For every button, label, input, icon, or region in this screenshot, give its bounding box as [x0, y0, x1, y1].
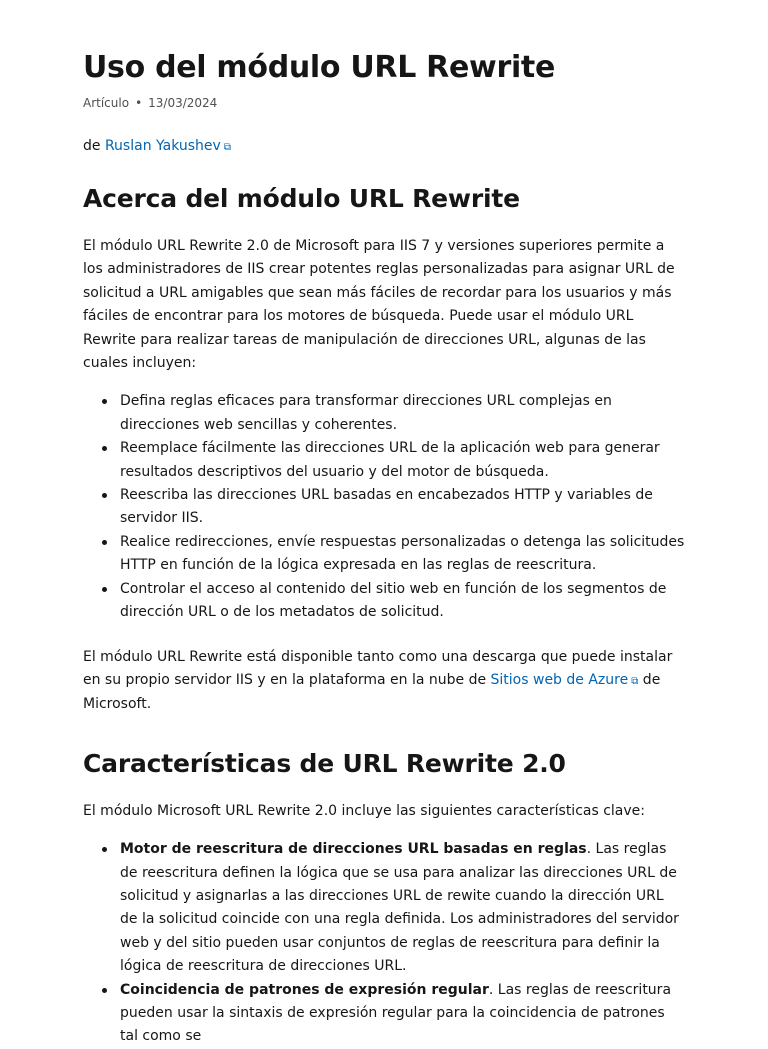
- features-intro: El módulo Microsoft URL Rewrite 2.0 incluye las siguientes características clave:: [83, 802, 645, 819]
- list-item: Controlar el acceso al contenido del sitio web en función de los segmentos de dirección URL o de los metadatos de solicitud.: [120, 578, 685, 625]
- feature-title: Motor de reescritura de direcciones URL basadas en reglas: [120, 841, 587, 858]
- article-date: 13/03/2024: [148, 96, 218, 110]
- list-item: [120, 979, 685, 1049]
- availability-text: El módulo URL Rewrite está disponible tanto como una descarga que puede instalar en su propio servidor IIS y en la plataforma en la nube de: [83, 648, 673, 688]
- byline: [83, 134, 685, 160]
- article-type: Artículo: [83, 96, 130, 110]
- azure-link[interactable]: [491, 672, 639, 688]
- list-item: Reescriba las direcciones URL basadas en encabezados HTTP y variables de servidor IIS.: [120, 484, 685, 531]
- list-item: Defina reglas eficaces para transformar direcciones URL complejas en direcciones web sencillas y coherentes.: [120, 390, 685, 437]
- features-list: [83, 838, 685, 1049]
- list-item: Reemplace fácilmente las direcciones URL de la aplicación web para generar resultados descriptivos del usuario y del motor de búsqueda.: [120, 437, 685, 484]
- list-item: [120, 838, 685, 978]
- byline-prefix: de: [83, 138, 101, 154]
- about-intro: El módulo URL Rewrite 2.0 de Microsoft para IIS 7 y versiones superiores permite a los administradores de IIS crear potentes reglas personalizadas para asignar URL de solicitud a URL amigables que sean más fáciles de recordar para los usuarios y más fáciles de encontrar para los motores de búsqueda. Puede usar el módulo URL Rewrite para realizar tareas de manipulación de direcciones URL, algunas de las cuales incluyen:: [83, 238, 675, 372]
- about-list: [83, 390, 685, 624]
- list-item: Realice redirecciones, envíe respuestas personalizadas o detenga las solicitudes HTTP en función de la lógica expresada en las reglas de reescritura.: [120, 531, 685, 578]
- section-heading-about: Acerca del módulo URL Rewrite: [83, 184, 520, 213]
- external-link-icon: ⧉: [631, 675, 639, 687]
- article-content: [83, 40, 685, 1049]
- feature-title: Coincidencia de patrones de expresión regular: [120, 981, 489, 998]
- azure-link-label: Sitios web de Azure: [490, 671, 629, 688]
- section-heading-features: Características de URL Rewrite 2.0: [83, 748, 566, 778]
- meta-separator: •: [135, 96, 143, 110]
- author-name: Ruslan Yakushev: [104, 138, 221, 154]
- availability-text-end: de Microsoft.: [83, 671, 661, 713]
- feature-text: . Las reglas de reescritura definen la lógica que se usa para analizar las direcciones URL de solicitud y asignarlas a las direcciones URL de rewite cuando la dirección URL de la solicitud coincide con una regla definida. Los administradores del servidor web y del sitio pueden usar conjuntos de reglas de reescritura para definir la lógica de reescritura de direcciones URL.: [120, 841, 679, 975]
- page-title: Uso del módulo URL Rewrite: [83, 50, 556, 85]
- article-meta: [83, 96, 685, 110]
- availability-paragraph: [83, 646, 685, 717]
- feature-text: . Las reglas de reescritura pueden usar la sintaxis de expresión regular para la coincidencia de patrones tal como se: [120, 981, 672, 1045]
- author-link[interactable]: [105, 138, 231, 154]
- external-link-icon: ⧉: [223, 142, 231, 153]
